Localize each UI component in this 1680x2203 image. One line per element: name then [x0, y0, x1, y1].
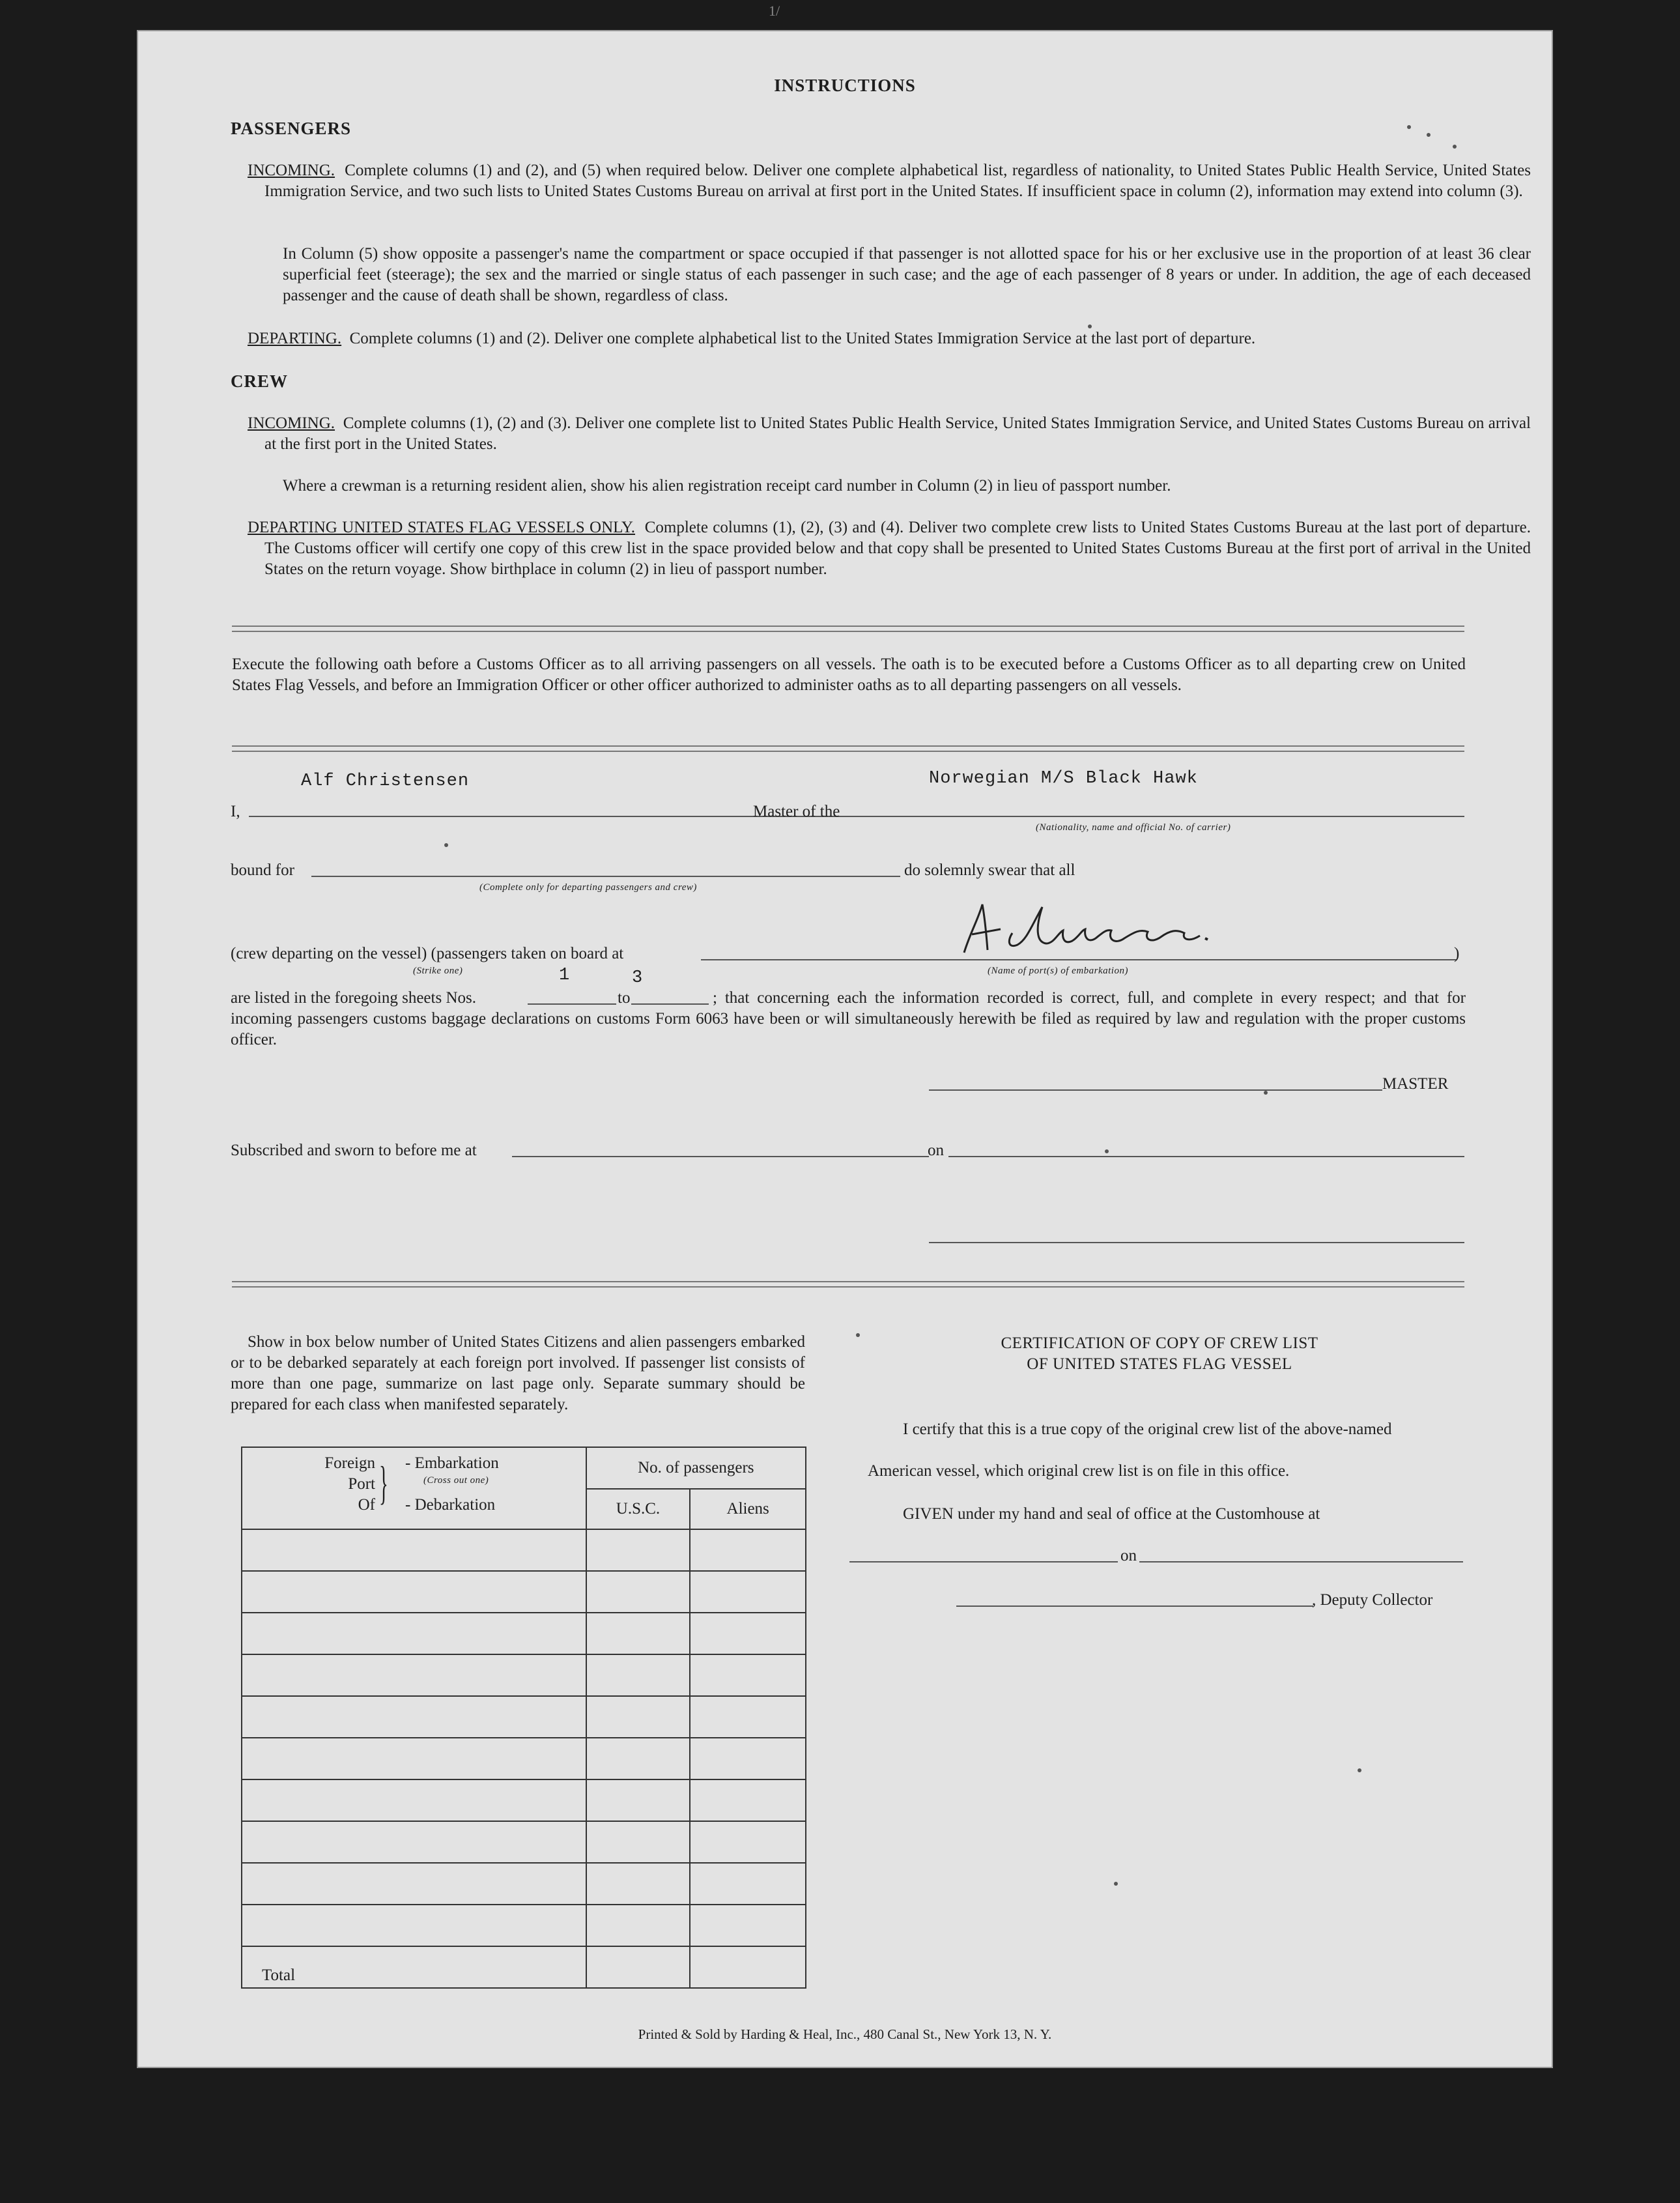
scan-speck — [856, 1333, 860, 1337]
total-aliens-cell[interactable] — [690, 1946, 806, 1988]
scan-speck — [1407, 125, 1411, 129]
table-row — [242, 1654, 806, 1696]
subscribed-on-label: on — [928, 1142, 944, 1159]
subscribed-label: Subscribed and sworn to before me at — [231, 1142, 477, 1159]
aliens-cell[interactable] — [690, 1696, 806, 1738]
crew-incoming-text: Complete columns (1), (2) and (3). Deliver one complete list to United States Public Health Service, United States Immigration Service, and United States Customs Bureau on arrival at the first port in the United States. — [264, 414, 1531, 453]
aliens-cell[interactable] — [690, 1571, 806, 1613]
passengers-incoming-text: Complete columns (1) and (2), and (5) when required below. Deliver one complete alphabetical list, regardless of nationality, to United States Public Health Service, United States Immigration Service, and two such lists to United States Customs Bureau on arrival at first port in the United States. If insufficient space in column (2), information may extend into column (3). — [264, 162, 1531, 200]
port-cell[interactable] — [242, 1529, 586, 1571]
aliens-cell[interactable] — [690, 1529, 806, 1571]
table-row — [242, 1529, 806, 1571]
strike-one-caption: (Strike one) — [413, 966, 463, 976]
brace-icon: } — [379, 1457, 388, 1509]
crew-departing-paragraph — [248, 517, 1531, 580]
table-row — [242, 1821, 806, 1863]
usc-cell[interactable] — [586, 1529, 691, 1571]
cross-out-caption: (Cross out one) — [423, 1475, 489, 1486]
of-label: Of — [358, 1496, 375, 1514]
usc-cell[interactable] — [586, 1905, 691, 1946]
embarkation-option[interactable]: - Embarkation — [405, 1454, 499, 1472]
port-cell[interactable] — [242, 1821, 586, 1863]
printer-footer: Printed & Sold by Harding & Heal, Inc., 480 Canal St., New York 13, N. Y. — [638, 2026, 1052, 2042]
scan-speck — [1088, 324, 1092, 328]
passengers-column5-paragraph: In Column (5) show opposite a passenger's name the compartment or space occupied if that passenger is not allotted space for his or her exclusive use in the proportion of at least 36 clear superficial feet (steerage); the sex and the married or single status of each passenger in such case; and the age of each passenger of 8 years or under. In addition, the age of each deceased passenger and the cause of death shall be shown, regardless of class. — [283, 245, 1531, 304]
vessel-name-field[interactable]: Norwegian M/S Black Hawk — [929, 769, 1198, 788]
subscribed-place-line[interactable] — [512, 1156, 929, 1157]
usc-cell[interactable] — [586, 1571, 691, 1613]
passengers-departing-paragraph — [248, 328, 1541, 349]
crew-departing-text: Complete columns (1), (2), (3) and (4). Deliver two complete crew lists to United States Customs Bureau at the last port of departure. The Customs officer will certify one copy of this crew list in the space provided below and that copy shall be presented to United States Customs Bureau at the first port of arrival in the United States on the return voyage. Show birthplace in column (2) in lieu of passport number. — [264, 519, 1531, 578]
passengers-incoming-paragraph — [248, 160, 1531, 202]
scan-speck — [1453, 145, 1457, 149]
total-row — [242, 1946, 806, 1988]
scan-speck — [444, 843, 448, 847]
port-cell[interactable] — [242, 1654, 586, 1696]
total-label: Total — [242, 1946, 586, 1988]
aliens-cell[interactable] — [690, 1738, 806, 1779]
scan-speck — [1358, 1768, 1361, 1772]
no-of-passengers-header: No. of passengers — [586, 1447, 806, 1489]
usc-cell[interactable] — [586, 1696, 691, 1738]
usc-cell[interactable] — [586, 1779, 691, 1821]
certification-title-1: CERTIFICATION OF COPY OF CREW LIST — [1001, 1334, 1318, 1352]
master-signature — [945, 893, 1244, 964]
foreign-port-header — [242, 1447, 586, 1529]
sheet-from-field[interactable]: 1 — [559, 966, 571, 985]
scan-speck — [1427, 133, 1431, 137]
port-cell[interactable] — [242, 1613, 586, 1654]
crew-incoming-paragraph — [248, 413, 1531, 455]
crew-crewman-paragraph: Where a crewman is a returning resident alien, show his alien registration receipt card number in Column (2) in lieu of passport number. — [283, 477, 1171, 495]
scan-speck — [1264, 1091, 1268, 1095]
close-paren: ) — [1454, 945, 1460, 962]
certify-line-1: I certify that this is a true copy of the original crew list of the above-named — [903, 1420, 1392, 1438]
officer-signature-line[interactable] — [929, 1242, 1464, 1243]
debarkation-option[interactable]: - Debarkation — [405, 1496, 496, 1514]
aliens-cell[interactable] — [690, 1905, 806, 1946]
deputy-collector-label: , Deputy Collector — [1312, 1591, 1433, 1609]
passenger-summary-table — [241, 1447, 806, 1989]
port-cell[interactable] — [242, 1905, 586, 1946]
crew-departing-label: (crew departing on the vessel) (passengers taken on board at — [231, 945, 624, 962]
master-name-field[interactable]: Alf Christensen — [301, 771, 470, 791]
section-divider — [232, 1281, 1464, 1288]
usc-cell[interactable] — [586, 1654, 691, 1696]
aliens-cell[interactable] — [690, 1863, 806, 1905]
table-row — [242, 1863, 806, 1905]
oath-intro-paragraph: Execute the following oath before a Customs Officer as to all arriving passengers on all vessels. The oath is to be executed before a Customs Officer as to all departing crew on United States Flag Vessels, and before an Immigration Officer or other officer authorized to administer oaths as to all departing passengers on all vessels. — [232, 655, 1466, 694]
subscribed-date-line[interactable] — [948, 1156, 1464, 1157]
usc-cell[interactable] — [586, 1863, 691, 1905]
certify-line-2: American vessel, which original crew list is on file in this office. — [868, 1462, 1290, 1480]
sheet-to-field[interactable]: 3 — [632, 968, 644, 988]
total-usc-cell[interactable] — [586, 1946, 691, 1988]
page-title: INSTRUCTIONS — [774, 76, 916, 95]
vessel-caption: (Nationality, name and official No. of carrier) — [1036, 822, 1231, 833]
table-row — [242, 1779, 806, 1821]
swear-label: do solemnly swear that all — [904, 861, 1075, 879]
port-label: Port — [348, 1475, 375, 1493]
crew-heading: CREW — [231, 371, 289, 391]
table-row — [242, 1613, 806, 1654]
crew-incoming-label: INCOMING. — [248, 414, 335, 432]
manifest-back-page — [137, 30, 1553, 2068]
table-row — [242, 1738, 806, 1779]
given-line: GIVEN under my hand and seal of office at the Customhouse at — [903, 1505, 1320, 1523]
summary-instructions: Show in box below number of United States Citizens and alien passengers embarked or to be debarked separately at each foreign port involved. If passenger list consists of more than one page, summarize on last page only. Separate summary should be prepared for each class when manifested separately. — [231, 1333, 805, 1413]
certification-on-label: on — [1118, 1546, 1139, 1566]
port-cell[interactable] — [242, 1779, 586, 1821]
deputy-signature-line[interactable] — [956, 1605, 1313, 1607]
usc-cell[interactable] — [586, 1821, 691, 1863]
aliens-cell[interactable] — [690, 1654, 806, 1696]
bound-for-caption: (Complete only for departing passengers and crew) — [479, 882, 697, 893]
port-caption: (Name of port(s) of embarkation) — [988, 966, 1128, 976]
i-label: I, — [231, 803, 240, 820]
aliens-header: Aliens — [690, 1489, 806, 1529]
vessel-line — [865, 816, 1464, 817]
port-cell[interactable] — [242, 1571, 586, 1613]
master-of-label: Master of the — [753, 803, 840, 820]
port-cell[interactable] — [242, 1696, 586, 1738]
foreign-label: Foreign — [324, 1454, 375, 1472]
sheets-rest-text: ; that concerning each the information recorded is correct, full, and complete in every respect; and that for incoming passengers customs baggage declarations on customs Form 6063 have been or will simultaneously herewith be filed as required by law and regulation with the proper customs officer. — [231, 989, 1466, 1048]
table-row — [242, 1696, 806, 1738]
passengers-departing-text: Complete columns (1) and (2). Deliver one complete alphabetical list to the United States Immigration Service at the last port of departure. — [349, 330, 1256, 347]
port-cell[interactable] — [242, 1738, 586, 1779]
scan-speck — [1105, 1149, 1109, 1153]
usc-cell[interactable] — [586, 1613, 691, 1654]
usc-header: U.S.C. — [586, 1489, 691, 1529]
passengers-departing-label: DEPARTING. — [248, 330, 342, 347]
aliens-cell[interactable] — [690, 1821, 806, 1863]
usc-cell[interactable] — [586, 1738, 691, 1779]
passengers-heading: PASSENGERS — [231, 119, 352, 138]
certification-place-line[interactable] — [849, 1561, 1463, 1562]
aliens-cell[interactable] — [690, 1779, 806, 1821]
bound-for-label: bound for — [231, 861, 294, 879]
port-cell[interactable] — [242, 1863, 586, 1905]
scan-speck — [1114, 1882, 1118, 1886]
table-row — [242, 1905, 806, 1946]
frame-mark: 1/ — [769, 3, 780, 19]
master-label: MASTER — [1382, 1075, 1449, 1093]
bound-for-line[interactable] — [311, 876, 900, 877]
certification-title-2: OF UNITED STATES FLAG VESSEL — [1027, 1355, 1292, 1373]
section-divider — [232, 626, 1464, 632]
crew-departing-label: DEPARTING UNITED STATES FLAG VESSELS ONLY. — [248, 519, 635, 536]
passengers-incoming-label: INCOMING. — [248, 162, 335, 179]
sheets-label: are listed in the foregoing sheets Nos. — [231, 989, 476, 1007]
table-row — [242, 1571, 806, 1613]
sheet-to-label: to — [616, 988, 631, 1009]
master-signature-line[interactable] — [929, 1089, 1382, 1091]
section-divider — [232, 745, 1464, 752]
aliens-cell[interactable] — [690, 1613, 806, 1654]
